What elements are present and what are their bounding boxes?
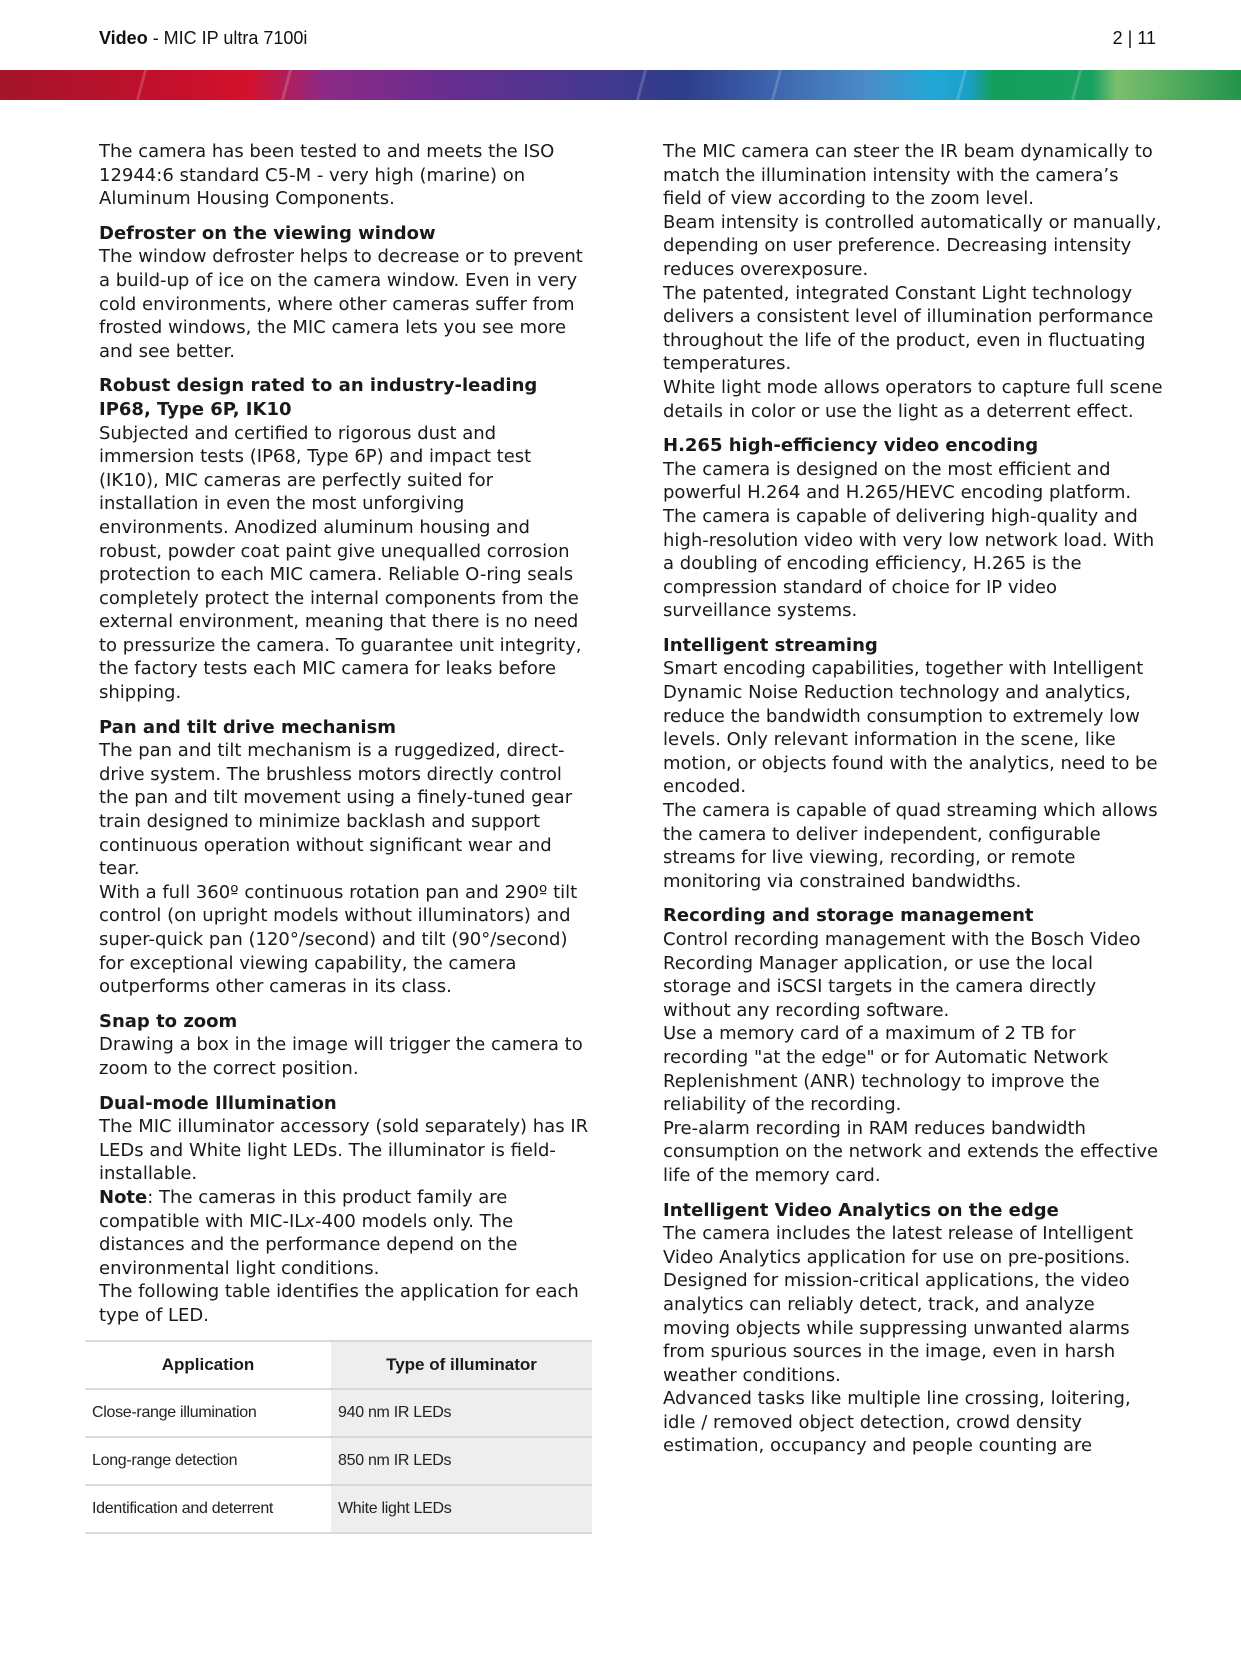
streaming-heading: Intelligent streaming xyxy=(663,634,878,656)
table-header-illuminator: Type of illuminator xyxy=(331,1341,592,1389)
table-row xyxy=(85,1437,592,1485)
pantilt-paragraph: The pan and tilt mechanism is a ruggedized, direct-drive system. The brushless motors directly control the pan and tilt movement using a finely-tuned gear train designed to minimize backlash and support continuous operation without significant wear and tear. xyxy=(99,740,573,880)
iva-paragraph-2: Designed for mission-critical applications, the video analytics can reliably detect, track, and analyze moving objects while suppressing unwanted alarms from spurious sources in the image, even in harsh weather conditions. xyxy=(663,1270,1130,1386)
snap-paragraph: Drawing a box in the image will trigger the camera to zoom to the correct position. xyxy=(99,1034,583,1079)
page-header xyxy=(99,28,1156,54)
title-product: - MIC IP ultra 7100i xyxy=(147,28,308,48)
h265-heading: H.265 high-efficiency video encoding xyxy=(663,435,1039,457)
table-row xyxy=(85,1389,592,1437)
iva-heading: Intelligent Video Analytics on the edge xyxy=(663,1199,1059,1221)
band-separator xyxy=(956,70,967,100)
color-band xyxy=(0,70,1241,100)
table-cell-illuminator: 940 nm IR LEDs xyxy=(331,1389,592,1437)
streaming-paragraph-1: Smart encoding capabilities, together with Intelligent Dynamic Noise Reduction technology and analytics, reduce the bandwidth consumption to extremely low levels. Only relevant information in the scene, like motion, or objects found with the analytics, need to be encoded. xyxy=(663,658,1158,798)
streaming-paragraph-2: The camera is capable of quad streaming which allows the camera to deliver independent, configurable streams for live viewing, recording, or remote monitoring via constrained bandwidths. xyxy=(663,800,1158,892)
table-cell-application: Long-range detection xyxy=(85,1437,331,1485)
band-separator xyxy=(1071,70,1082,100)
note-italic: x xyxy=(304,1210,315,1232)
iva-paragraph-1: The camera includes the latest release of Intelligent Video Analytics application for use on pre-positions. xyxy=(663,1223,1134,1268)
pantilt-paragraph-2: With a full 360º continuous rotation pan and 290º tilt control (on upright models without illuminators) and super-quick pan (120°/second) and tilt (90°/second) for exceptional viewing capability, the camera outperforms other cameras in its class. xyxy=(99,881,578,998)
note-label: Note xyxy=(99,1186,148,1208)
table-cell-illuminator: White light LEDs xyxy=(331,1485,592,1533)
defroster-paragraph: The window defroster helps to decrease or to prevent a build-up of ice on the camera window. Even in very cold environments, where other cameras suffer from frosted windows, the MIC camera lets you see more and see better. xyxy=(99,246,583,362)
iva-paragraph-3: Advanced tasks like multiple line crossing, loitering, idle / removed object detection, crowd density estimation, occupancy and people counting are xyxy=(663,1388,1131,1457)
table-cell-application: Close-range illumination xyxy=(85,1389,331,1437)
robust-paragraph: Subjected and certified to rigorous dust and immersion tests (IP68, Type 6P) and impact test (IK10), MIC cameras are perfectly suited for installation in even the most unforgiving environments. Anodized aluminum housing and robust, powder coat paint give unequalled corrosion protection to each MIC camera. Reliable O-ring seals completely protect the internal components from the external environment, meaning that there is no need to pressurize the camera. To guarantee unit integrity, the factory tests each MIC camera for leaks before shipping. xyxy=(99,422,582,704)
table-header-application: Application xyxy=(85,1341,331,1389)
dual-heading: Dual-mode Illumination xyxy=(99,1092,337,1114)
band-separator xyxy=(636,70,647,100)
page-number: 2 | 11 xyxy=(1112,28,1156,48)
intro-paragraph: The camera has been tested to and meets the ISO 12944:6 standard C5-M - very high (marine) on Aluminum Housing Components. xyxy=(99,141,555,210)
illuminator-table xyxy=(85,1340,592,1534)
ir-paragraph-2: Beam intensity is controlled automatically or manually, depending on user preference. Decreasing intensity reduces overexposure. xyxy=(663,211,1162,280)
band-separator xyxy=(771,70,782,100)
recording-paragraph-2: Use a memory card of a maximum of 2 TB for recording "at the edge" or for Automatic Network Replenishment (ANR) technology to improve the reliability of the recording. xyxy=(663,1023,1109,1116)
ir-paragraph-4: White light mode allows operators to capture full scene details in color or use the light as a deterrent effect. xyxy=(663,376,1163,422)
recording-paragraph-3: Pre-alarm recording in RAM reduces bandwidth consumption on the network and extends the effective life of the memory card. xyxy=(663,1117,1159,1186)
dual-paragraph: The MIC illuminator accessory (sold separately) has IR LEDs and White light LEDs. The illuminator is field-installable. xyxy=(99,1116,589,1185)
defroster-heading: Defroster on the viewing window xyxy=(99,222,436,244)
table-intro: The following table identifies the application for each type of LED. xyxy=(99,1281,579,1326)
recording-paragraph-1: Control recording management with the Bosch Video Recording Manager application, or use the local storage and iSCSI targets in the camera directly without any recording software. xyxy=(663,929,1141,1021)
note-text-a: : The cameras in this product family are compatible with MIC-IL xyxy=(99,1186,508,1232)
note-text-b: -400 models only. The distances and the performance depend on the environmental light conditions. xyxy=(99,1210,518,1279)
snap-heading: Snap to zoom xyxy=(99,1010,238,1032)
document-title xyxy=(99,28,307,48)
note-paragraph xyxy=(99,1186,594,1280)
robust-heading: Robust design rated to an industry-leading IP68, Type 6P, IK10 xyxy=(99,375,538,420)
title-section: Video xyxy=(99,28,148,48)
ir-paragraph-3: The patented, integrated Constant Light technology delivers a consistent level of illumination performance throughout the life of the product, even in fluctuating temperatures. xyxy=(663,282,1154,375)
ir-paragraph-1: The MIC camera can steer the IR beam dynamically to match the illumination intensity with the camera’s field of view according to the zoom level. xyxy=(663,141,1153,210)
band-separator xyxy=(136,70,147,100)
band-separator xyxy=(281,70,292,100)
h265-paragraph: The camera is designed on the most efficient and powerful H.264 and H.265/HEVC encoding platform. The camera is capable of delivering high-quality and high-resolution video with very low network load. With a doubling of encoding efficiency, H.265 is the compression standard of choice for IP video surveillance systems. xyxy=(663,458,1155,622)
table-row xyxy=(85,1485,592,1533)
recording-heading: Recording and storage management xyxy=(663,905,1034,927)
table-header-row xyxy=(85,1341,592,1389)
table-cell-illuminator: 850 nm IR LEDs xyxy=(331,1437,592,1485)
left-column xyxy=(99,140,594,1328)
right-column xyxy=(663,140,1163,1458)
pantilt-heading: Pan and tilt drive mechanism xyxy=(99,716,397,738)
table-cell-application: Identification and deterrent xyxy=(85,1485,331,1533)
